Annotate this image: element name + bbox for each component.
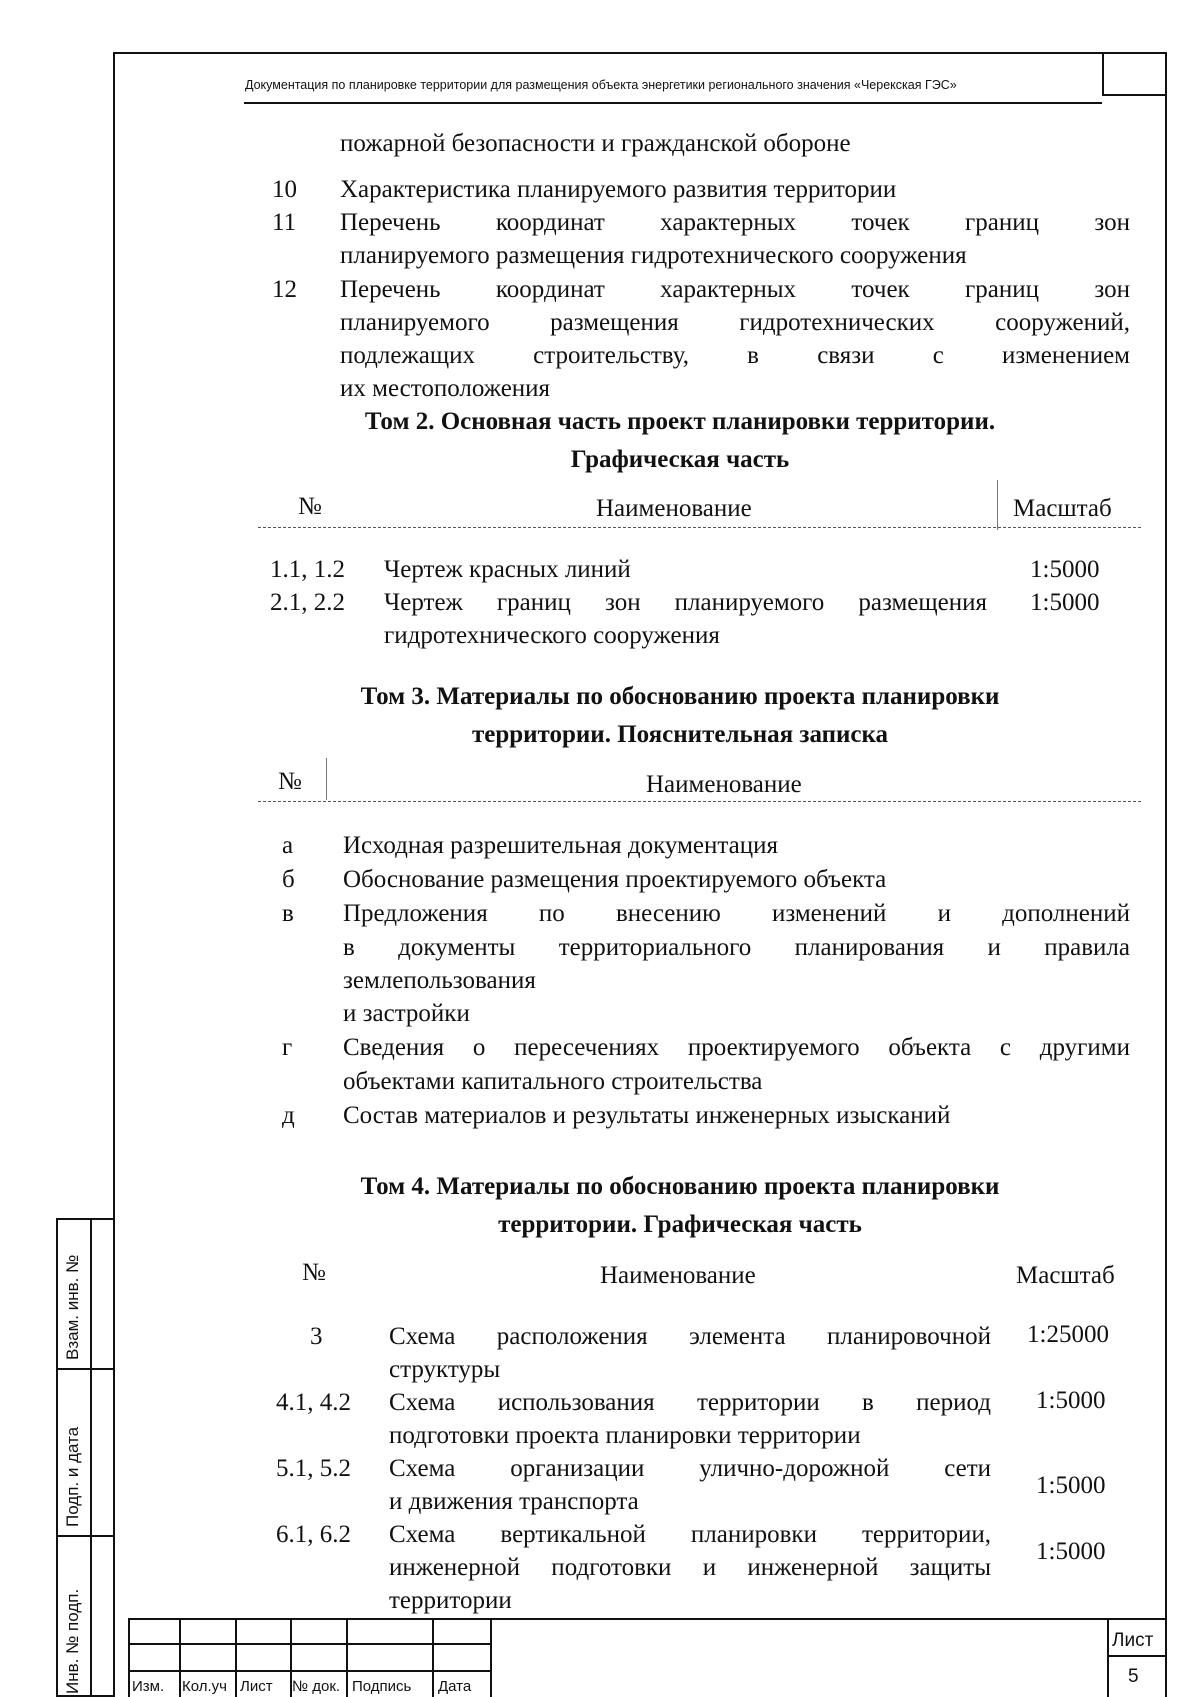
side-stamp-divider xyxy=(90,1218,92,1697)
list-letter: а xyxy=(282,832,294,859)
list-letter: г xyxy=(282,1034,293,1061)
drawing-name: Схема организации улично-дорожной сети xyxy=(389,1455,991,1482)
title-block-col-line xyxy=(432,1618,434,1697)
title-block-col-line xyxy=(1107,1618,1109,1697)
drawing-name: структуры xyxy=(389,1356,501,1383)
item-text: их местоположения xyxy=(340,375,551,402)
side-label-podp: Подп. и дата xyxy=(63,1426,82,1527)
drawing-name: гидротехнического сооружения xyxy=(384,622,720,649)
item-number: 12 xyxy=(272,276,297,303)
title-block-label: Подпись xyxy=(352,1678,412,1695)
title-block-row-line xyxy=(128,1643,490,1645)
drawing-name: Схема вертикальной планировки территории, xyxy=(389,1521,991,1548)
item-text: Перечень координат характерных точек границ зон xyxy=(340,209,1130,236)
drawing-name: инженерной подготовки и инженерной защиты xyxy=(389,1554,991,1581)
column-divider xyxy=(997,480,998,530)
section-heading: Том 2. Основная часть проект планировки территории. xyxy=(364,408,996,435)
sheet-label: Лист xyxy=(1112,1630,1154,1651)
section-heading: Том 3. Материалы по обоснованию проекта планировки xyxy=(360,683,1000,710)
column-header-name: Наименование xyxy=(600,1262,756,1289)
title-block-label: Изм. xyxy=(132,1678,165,1695)
column-header-scale: Масштаб xyxy=(1013,495,1112,522)
column-header-name: Наименование xyxy=(596,495,752,522)
side-stamp-separator xyxy=(56,1535,115,1537)
list-letter: в xyxy=(282,900,294,927)
title-block-label: Лист xyxy=(240,1678,273,1695)
table-header-rule xyxy=(258,527,1141,528)
title-block-label: Кол.уч xyxy=(182,1678,227,1695)
drawing-name: территории xyxy=(389,1587,512,1614)
list-item: Исходная разрешительная документация xyxy=(343,832,778,859)
column-header-scale: Масштаб xyxy=(1016,1262,1115,1289)
drawing-name: Чертеж границ зон планируемого размещения xyxy=(384,589,987,616)
list-item: землепользования xyxy=(343,967,536,994)
list-item: Обоснование размещения проектируемого объекта xyxy=(343,866,887,893)
list-letter: б xyxy=(282,866,295,893)
drawing-name: подготовки проекта планировки территории xyxy=(389,1422,861,1449)
drawing-number: 4.1, 4.2 xyxy=(276,1389,351,1416)
list-item: в документы территориального планирования и правила xyxy=(343,934,1130,961)
sheet-number: 5 xyxy=(1128,1666,1139,1687)
side-label-vzam: Взам. инв. № xyxy=(63,1254,82,1360)
title-block-col-line xyxy=(235,1618,237,1697)
item-text: Характеристика планируемого развития территории xyxy=(340,176,897,203)
drawing-name: и движения транспорта xyxy=(389,1488,639,1515)
side-stamp-separator xyxy=(56,1368,115,1370)
drawing-scale: 1:5000 xyxy=(1030,589,1100,616)
column-divider xyxy=(326,758,327,800)
drawing-number: 2.1, 2.2 xyxy=(270,589,345,616)
drawing-name: Чертеж красных линий xyxy=(384,556,631,583)
title-block-col-line xyxy=(179,1618,181,1697)
drawing-scale: 1:5000 xyxy=(1036,1387,1106,1414)
title-block-col-line xyxy=(128,1618,130,1697)
drawing-scale: 1:5000 xyxy=(1030,556,1100,583)
column-header-number: № xyxy=(278,768,302,795)
table-header-rule xyxy=(258,801,1141,802)
title-block-col-line xyxy=(346,1618,348,1697)
title-block-row-line xyxy=(1107,1655,1167,1657)
drawing-scale: 1:5000 xyxy=(1036,1472,1106,1499)
drawing-number: 3 xyxy=(310,1323,323,1350)
section-heading: Том 4. Материалы по обоснованию проекта планировки xyxy=(360,1173,1000,1200)
title-block-col-line xyxy=(490,1618,492,1697)
side-label-inv: Инв. № подп. xyxy=(63,1588,82,1694)
item-text: планируемого размещения гидротехнических сооружений, xyxy=(340,309,1130,336)
drawing-number: 1.1, 1.2 xyxy=(270,556,345,583)
list-item: Сведения о пересечениях проектируемого объекта с другими xyxy=(343,1034,1130,1061)
title-block xyxy=(128,1618,1167,1697)
section-heading: Графическая часть xyxy=(570,446,790,473)
drawing-scale: 1:5000 xyxy=(1036,1538,1106,1565)
list-item: объектами капитального строительства xyxy=(343,1068,763,1095)
section-heading: территории. Графическая часть xyxy=(498,1211,862,1238)
title-block-label: Дата xyxy=(438,1678,472,1695)
list-item: Состав материалов и результаты инженерных изысканий xyxy=(343,1102,951,1129)
column-header-number: № xyxy=(302,1259,326,1286)
drawing-scale: 1:25000 xyxy=(1027,1321,1109,1348)
item-number: 10 xyxy=(272,176,297,203)
column-header-number: № xyxy=(298,493,322,520)
item-number: 11 xyxy=(272,209,297,236)
item-text: планируемого размещения гидротехнического сооружения xyxy=(340,242,967,269)
document-header-title: Документация по планировке территории для размещения объекта энергетики регионального значения «Черекская ГЭС» xyxy=(245,78,957,92)
carry-over-line: пожарной безопасности и гражданской обороне xyxy=(340,130,851,157)
title-block-label: № док. xyxy=(292,1678,341,1695)
item-text: подлежащих строительству, в связи с изменением xyxy=(340,342,1130,369)
drawing-number: 5.1, 5.2 xyxy=(276,1455,351,1482)
title-block-row-line xyxy=(128,1670,490,1672)
list-letter: д xyxy=(282,1102,295,1129)
drawing-name: Схема использования территории в период xyxy=(389,1389,991,1416)
drawing-number: 6.1, 6.2 xyxy=(276,1521,351,1548)
header-underline xyxy=(244,102,1102,104)
item-text: Перечень координат характерных точек границ зон xyxy=(340,276,1130,303)
column-header-name: Наименование xyxy=(646,771,802,798)
drawing-name: Схема расположения элемента планировочной xyxy=(389,1323,991,1350)
list-item: Предложения по внесению изменений и дополнений xyxy=(343,900,1130,927)
header-corner-box xyxy=(1102,52,1167,96)
list-item: и застройки xyxy=(343,1000,470,1027)
section-heading: территории. Пояснительная записка xyxy=(471,721,889,748)
